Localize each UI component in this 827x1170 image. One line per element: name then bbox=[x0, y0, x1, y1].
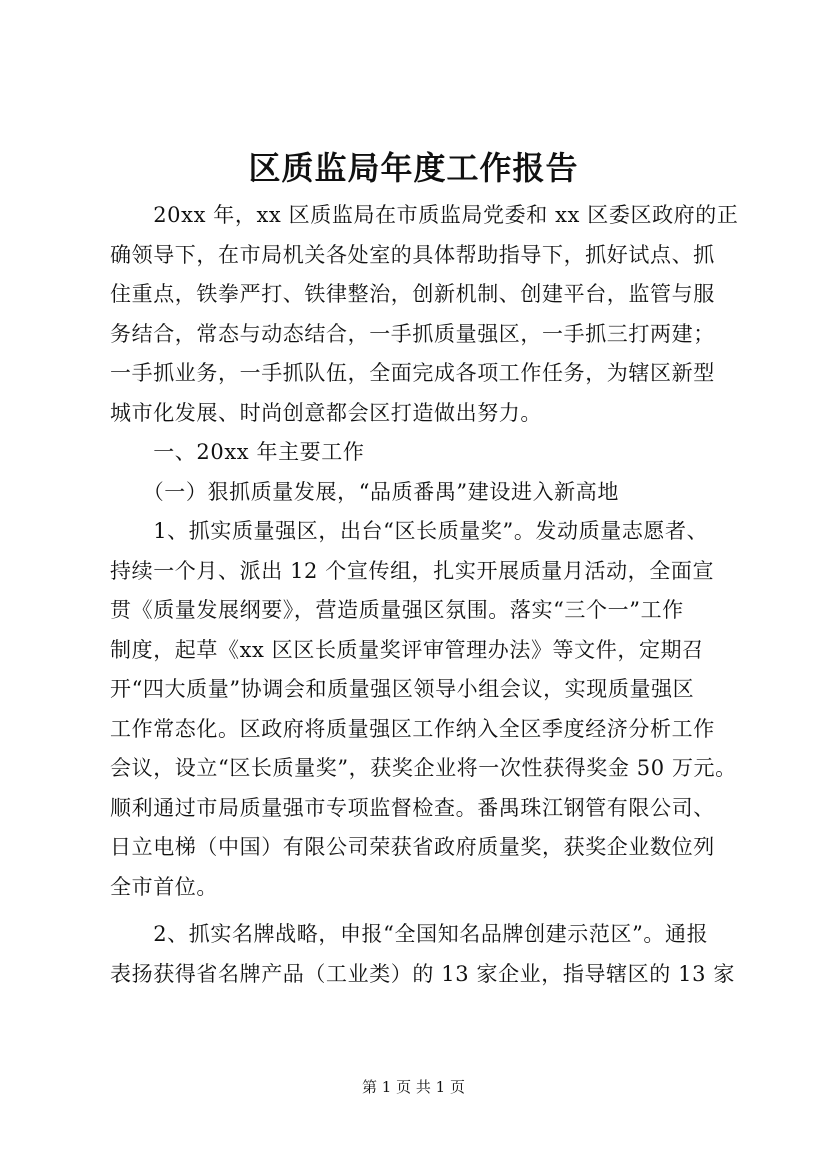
body-line: 20xx 年，xx 区质监局在市质监局党委和 xx 区委区政府的正 bbox=[110, 203, 739, 227]
document-body bbox=[110, 196, 750, 994]
body-line: 持续一个月、派出 12 个宣传组，扎实开展质量月活动，全面宣 bbox=[110, 558, 715, 583]
body-line: 表扬获得省名牌产品（工业类）的 13 家企业，指导辖区的 13 家 bbox=[110, 961, 735, 986]
body-line: 务结合，常态与动态结合，一手抓质量强区，一手抓三打两建； bbox=[110, 321, 715, 346]
body-line: 日立电梯（中国）有限公司荣获省政府质量奖，获奖企业数位列 bbox=[110, 835, 715, 859]
body-line: 一手抓业务，一手抓队伍，全面完成各项工作任务，为辖区新型 bbox=[110, 361, 715, 385]
document-title: 区质监局年度工作报告 bbox=[248, 149, 579, 187]
body-line: 住重点，铁拳严打、铁律整治，创新机制、创建平台，监管与服 bbox=[110, 282, 715, 306]
body-line: 1、抓实质量强区，出台“区长质量奖”。发动质量志愿者、 bbox=[110, 519, 709, 543]
body-line: 确领导下，在市局机关各处室的具体帮助指导下，抓好试点、抓 bbox=[110, 242, 715, 267]
body-line: 工作常态化。区政府将质量强区工作纳入全区季度经济分析工作 bbox=[110, 716, 715, 741]
body-line: 贯《质量发展纲要》，营造质量强区氛围。落实“三个一”工作 bbox=[110, 598, 684, 622]
body-line: 2、抓实名牌战略，申报“全国知名品牌创建示范区”。通报 bbox=[110, 922, 709, 946]
body-line: 全市首位。 bbox=[110, 874, 218, 899]
body-line: 城市化发展、时尚创意都会区打造做出努力。 bbox=[110, 400, 542, 425]
page-footer: 第 1 页 共 1 页 bbox=[362, 1078, 465, 1096]
body-line: 顺利通过市局质量强市专项监督检查。番禺珠江钢管有限公司、 bbox=[110, 795, 715, 820]
subsection-heading: （一）狠抓质量发展，“品质番禺”建设进入新高地 bbox=[110, 479, 619, 504]
body-line: 开“四大质量”协调会和质量强区领导小组会议，实现质量强区 bbox=[110, 677, 695, 701]
paragraph-gap bbox=[110, 907, 750, 915]
body-line: 制度，起草《xx 区区长质量奖评审管理办法》等文件，定期召 bbox=[110, 637, 704, 662]
section-heading: 一、20xx 年主要工作 bbox=[110, 440, 365, 464]
body-line: 会议，设立“区长质量奖”，获奖企业将一次性获得奖金 50 万元。 bbox=[110, 756, 737, 780]
